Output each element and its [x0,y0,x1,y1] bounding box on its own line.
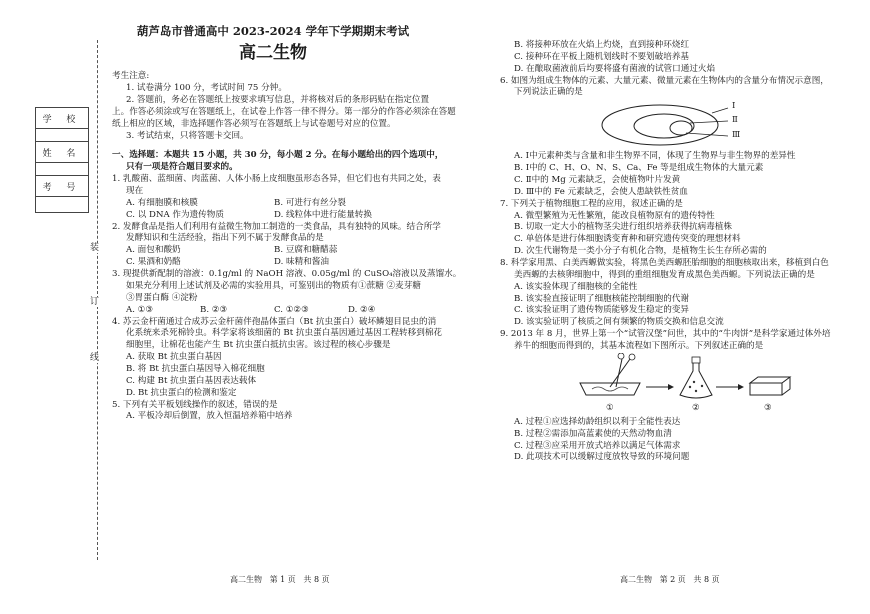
option-a[interactable]: A. 微型繁殖为无性繁殖，能改良植物原有的遗传特性 [514,210,715,221]
student-info-box [35,107,89,213]
notice-line: 2. 答题前，务必在答题纸上按要求填写信息，并将核对后的条形码贴在指定位置 [126,95,430,106]
element-ellipse-diagram [500,99,860,151]
exam-number-field-label: 考 号 [36,176,88,197]
element-diagram [500,99,860,151]
process-step-2-label: ② [692,402,700,413]
diagram-label-2: Ⅱ [732,115,738,126]
question-9-stem: 9. 2013 年 8 月，世界上第一个“试管汉堡”问世，其中的“牛肉饼”是科学家通过体外培 [500,329,831,340]
option-b[interactable]: B. Ⅰ中的 C、H、O、N、S、Ca、Fe 等是组成生物体的大量元素 [514,163,764,174]
question-4-stem: 4. 苏云金杆菌通过合成苏云金杆菌伴孢晶体蛋白（Bt 抗虫蛋白）破坏鳞翅目昆虫的消 [112,316,437,327]
notice-line: 上。作答必须涂或写在答题纸上，在试卷上作答一律不得分。第一部分的作答必须涂在答题 [112,106,456,117]
notice-line: 1. 试卷满分 100 分，考试时间 75 分钟。 [126,83,287,94]
binding-label-zhuang: 装 [90,243,100,253]
option-a[interactable]: A. Ⅰ中元素种类与含量和非生物界不同，体现了生物界与非生物界的差异性 [514,151,796,162]
notice-line: 3. 考试结束，只将答题卡交回。 [126,130,249,141]
exam-number-field-blank[interactable] [36,197,88,209]
question-8-stem: 美西螈的去核卵细胞中，得到的重组细胞发育成黑色美西螈。下列说法正确的是 [514,269,815,280]
option-b[interactable]: B. 将接种环放在火焰上灼烧，直到接种环烧红 [514,40,690,50]
option-d[interactable]: D. 此项技术可以缓解过度放牧导致的环境问题 [514,452,690,463]
option-d[interactable]: D. 线粒体中进行能量转换 [274,209,372,220]
question-6-stem: 下列说法正确的是 [514,87,583,98]
binding-label-ding: 订 [90,297,100,307]
burger-process-diagram [500,353,860,417]
option-d[interactable]: D. 次生代谢物是一类小分子有机化合物，是植物生长生存所必需的 [514,246,767,257]
option-a[interactable]: A. 获取 Bt 抗虫蛋白基因 [126,352,222,363]
option-b[interactable]: B. 过程②需添加高蓝素使的天然动物血清 [514,428,672,439]
name-field-label: 姓 名 [36,142,88,163]
question-2-stem: 发酵知识和生活经验，指出下列不属于发酵食品的是 [126,233,324,244]
option-d[interactable]: D. Ⅲ中的 Fe 元素缺乏，会使人患缺铁性贫血 [514,186,688,197]
name-field-blank[interactable] [36,163,88,176]
option-c[interactable]: C. 过程③应采用开放式培养以满足气体需求 [514,440,681,451]
process-flow-illustration [500,353,860,417]
question-4-stem: 细胞里，让棉花也能产生 Bt 抗虫蛋白抵抗虫害。该过程的核心步骤是 [126,340,391,351]
option-c[interactable]: C. ①②③ [274,304,309,315]
question-3-stem: 3. 现提供新配制的溶液：0.1g/ml 的 NaOH 溶液、0.05g/ml 的 CuSO₄溶液以及蒸馏水。 [112,269,462,280]
question-3-stem: 如果充分利用上述试剂及必需的实验用具，可鉴别出的物质有①蔗糖 ②麦芽糖 [126,280,421,291]
option-c[interactable]: C. 构建 Bt 抗虫蛋白基因表达载体 [126,375,257,386]
option-c[interactable]: C. Ⅱ中的 Mg 元素缺乏，会使植物叶片发黄 [514,175,681,186]
school-field-label: 学 校 [36,108,88,129]
section-heading-cont: 只有一项是符合题目要求的。 [126,162,238,173]
notice-line: 纸上相应的区域，非选择题作答必须写在答题纸上与试卷题号对应的位置。 [112,118,396,129]
option-d[interactable]: D. 该实验证明了核质之间有频繁的物质交换和信息交流 [514,317,724,328]
section-heading: 一、选择题：本题共 15 小题，共 30 分，每小题 2 分。在每小题给出的四个选项中， [112,150,444,161]
option-d[interactable]: D. Bt 抗虫蛋白的检测和鉴定 [126,387,237,398]
exam-subtitle: 高二生物 [239,42,307,63]
option-a[interactable]: A. 有细胞膜和核膜 [126,197,198,208]
option-c[interactable]: C. 果酒和奶酪 [126,257,181,268]
option-b[interactable]: B. 将 Bt 抗虫蛋白基因导入棉花细胞 [126,363,265,374]
option-b[interactable]: B. 可进行有丝分裂 [274,197,346,208]
question-5-stem: 5. 下列有关平板划线操作的叙述，错误的是 [112,399,278,410]
question-4-stem: 化系统来杀死棉铃虫。科学家将该细菌的 Bt 抗虫蛋白基因通过基因工程转移到棉花 [126,328,443,339]
question-7-stem: 7. 下列关于植物细胞工程的应用，叙述正确的是 [500,198,683,209]
binding-label-xian: 线 [90,353,100,363]
page-footer-right: 高二生物 第 2 页 共 8 页 [620,575,720,584]
question-9-stem: 养牛的细胞而得到的，其基本流程如下图所示。下列叙述正确的是 [514,341,764,352]
school-field-blank[interactable] [36,129,88,142]
question-3-stem: ③胃蛋白酶 ④淀粉 [126,292,198,303]
option-c[interactable]: C. 单倍体是进行体细胞诱变育种和研究遗传突变的理想材料 [514,234,741,245]
question-1-stem: 现在 [126,186,144,197]
option-b[interactable]: B. 切取一定大小的植物茎尖进行组织培养获得抗病毒植株 [514,222,733,233]
option-b[interactable]: B. 该实验直接证明了细胞核能控制细胞的代谢 [514,293,690,304]
option-b[interactable]: B. ②③ [200,304,228,315]
process-step-3-label: ③ [764,402,772,413]
option-c[interactable]: C. 该实验证明了遗传物质能够发生稳定的变异 [514,305,690,316]
diagram-label-3: Ⅲ [732,130,741,141]
question-1-stem: 1. 乳酸菌、蓝细菌、肉蓝菌、人体小肠上皮细胞虽形态各异，但它们也有共同之处，表 [112,174,441,185]
question-2-stem: 2. 发酵食品是指人们利用有益微生物加工制造的一类食品，具有独特的风味。结合所学 [112,221,441,232]
option-d[interactable]: D. ②④ [348,304,376,315]
right-page-column [500,40,860,464]
exam-title: 葫芦岛市普通高中 2023-2024 学年下学期期末考试 [136,24,410,38]
diagram-label-1: Ⅰ [732,101,736,112]
option-a[interactable]: A. 过程①应选择幼龄组织以利于全能性表达 [514,416,681,427]
option-c[interactable]: C. 接种环在平板上随机划线时不要划破培养基 [514,51,690,62]
page-footer-left: 高二生物 第 1 页 共 8 页 [230,575,330,584]
option-b[interactable]: B. 豆腐和糖醋蒜 [274,245,338,256]
question-6-stem: 6. 如图为组成生物体的元素、大量元素、微量元素在生物体内的含量分布情况示意图， [500,75,829,86]
question-8-stem: 8. 科学家用黑、白美西螈做实验，将黑色美西螈胚胎细胞的细胞核取出来，移植到白色 [500,258,829,269]
option-a[interactable]: A. 该实验体现了细胞核的全能性 [514,281,638,292]
left-page-column [112,24,462,423]
option-c[interactable]: C. 以 DNA 作为遗传物质 [126,209,224,220]
notice-heading: 考生注意: [112,71,150,82]
option-a[interactable]: A. 面包和酸奶 [126,245,181,256]
option-d[interactable]: D. 在酿取菌液前后均要将盛有菌液的试管口通过火焰 [514,63,716,74]
option-a[interactable]: A. 平板冷却后倒置，放入恒温培养箱中培养 [126,411,293,422]
process-step-1-label: ① [606,402,614,413]
option-a[interactable]: A. ①③ [126,304,154,315]
option-d[interactable]: D. 味精和酱油 [274,257,330,268]
